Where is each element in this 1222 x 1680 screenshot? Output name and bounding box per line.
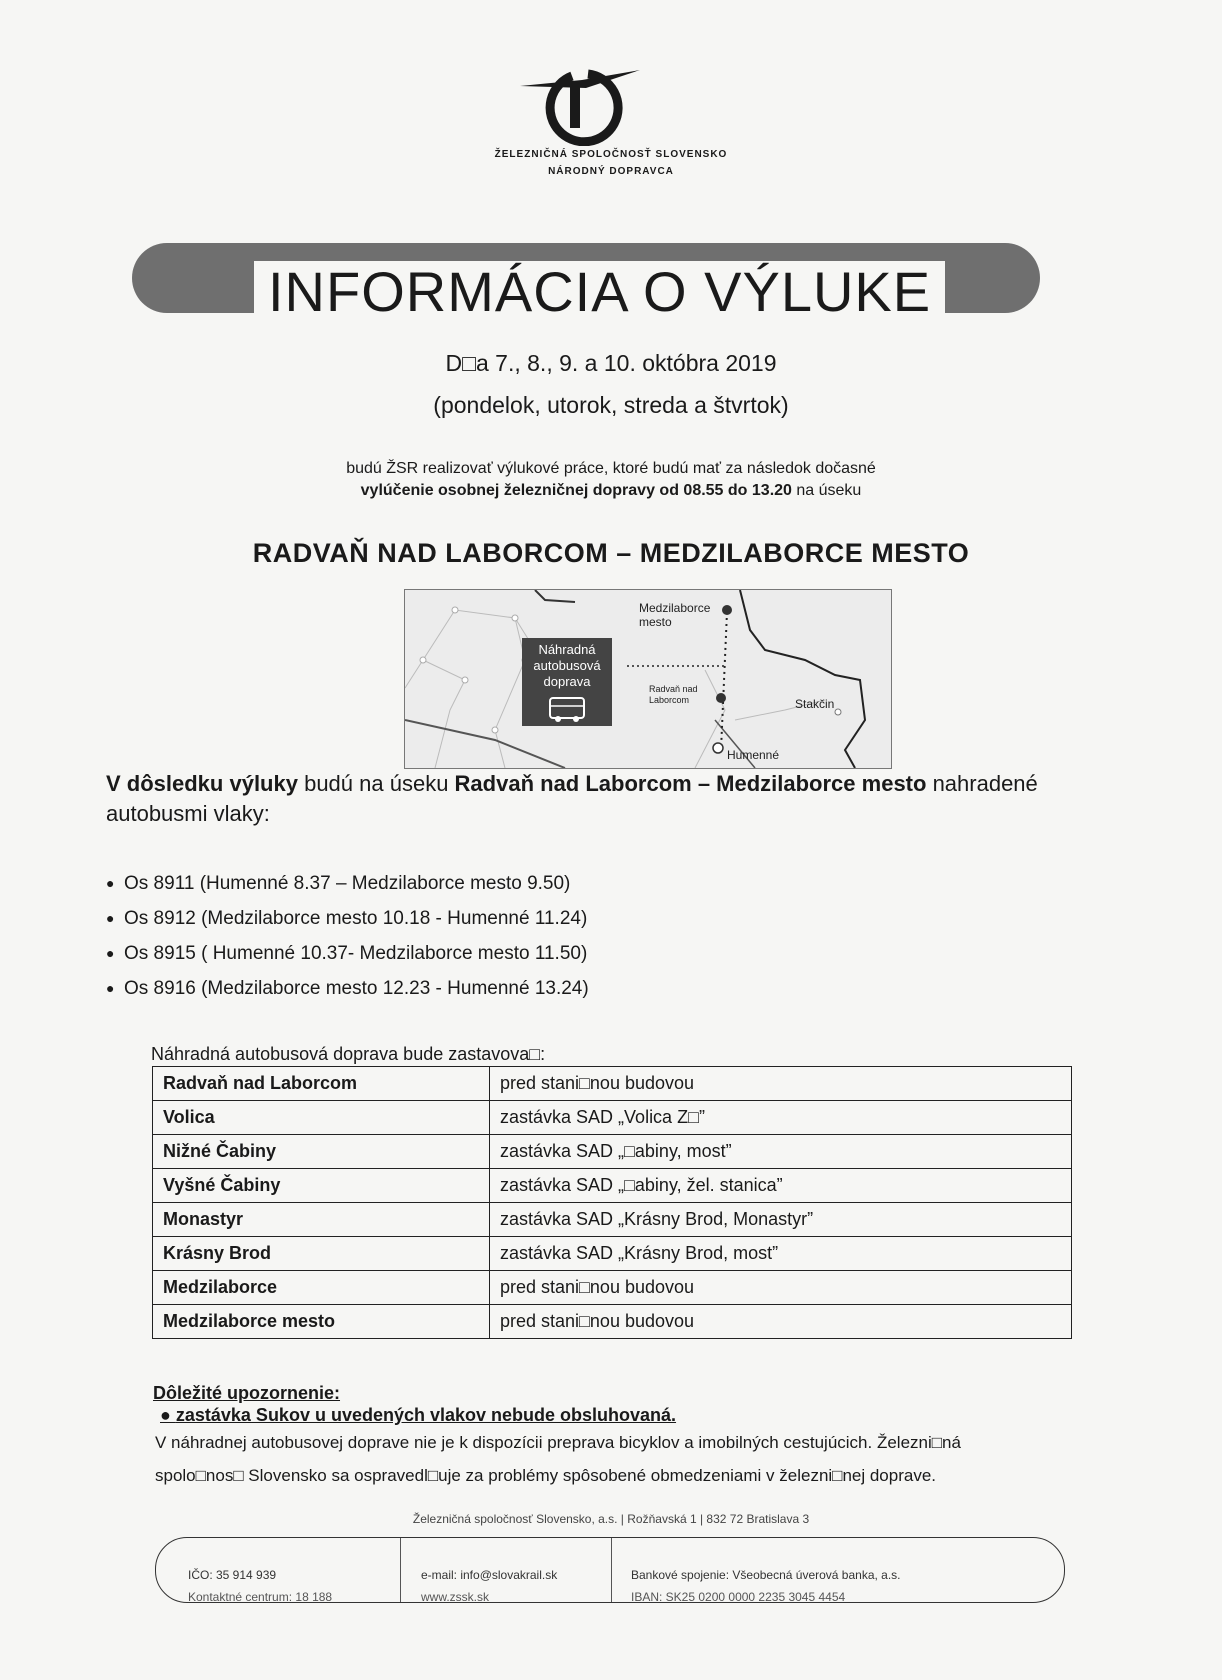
zssk-logo-icon <box>520 66 640 146</box>
footer-email: e-mail: info@slovakrail.sk <box>421 1568 558 1582</box>
consequence-text-2: budú na úseku <box>297 771 455 796</box>
stop-name: Medzilaborce mesto <box>153 1305 490 1339</box>
days-line: (pondelok, utorok, streda a štvrtok) <box>433 392 789 418</box>
stop-name: Radvaň nad Laborcom <box>153 1067 490 1101</box>
stop-location: zastávka SAD „Volica Z□” <box>490 1101 1072 1135</box>
consequence-text-5: autobusmi <box>106 801 208 826</box>
consequence-text-4: nahradené <box>926 771 1038 796</box>
exclusion-period: vylúčenie osobnej železničnej dopravy od 08.55 do 13.20 <box>360 482 792 499</box>
footer-col-contact <box>421 1538 601 1602</box>
stop-name: Monastyr <box>153 1203 490 1237</box>
stop-name: Vyšné Čabiny <box>153 1169 490 1203</box>
stop-name: Volica <box>153 1101 490 1135</box>
map-label-humenne: Humenné <box>727 748 780 762</box>
train-entry: Os 8916 (Medzilaborce mesto 12.23 - Humenné 13.24) <box>124 978 589 999</box>
banner-title: INFORMÁCIA O VÝLUKE <box>254 261 945 313</box>
stops-title: Náhradná autobusová doprava bude zastavova□: <box>151 1044 546 1064</box>
stop-name: Krásny Brod <box>153 1237 490 1271</box>
dates-line: D□a 7., 8., 9. a 10. októbra 2019 <box>445 350 777 376</box>
footer-iban: IBAN: SK25 0200 0000 2235 3045 4454 <box>631 1590 846 1603</box>
footer-col-ids <box>188 1538 388 1602</box>
table-row <box>153 1101 1072 1135</box>
bus-box-label-2: autobusová <box>533 658 601 673</box>
bullet-icon: ● <box>106 875 115 892</box>
consequence-text-6: vlaky: <box>207 801 270 826</box>
table-row <box>153 1135 1072 1169</box>
footer-divider <box>400 1538 401 1602</box>
train-entry: Os 8912 (Medzilaborce mesto 10.18 - Humenné 11.24) <box>124 908 588 929</box>
map-label-radvan-2: Laborcom <box>649 695 690 705</box>
list-item <box>106 971 589 1006</box>
notice-body <box>155 1426 1055 1492</box>
stop-location: pred stani□nou budovou <box>490 1271 1072 1305</box>
notice-bullet-text: zastávka Sukov u uvedených vlakov nebude obsluhovaná. <box>175 1405 677 1425</box>
map-label-stakcin: Stakčin <box>795 697 835 711</box>
list-item <box>106 901 589 936</box>
route-map-graphic <box>405 590 891 768</box>
notice-heading: Dôležité upozornenie: <box>153 1383 341 1403</box>
consequence-text <box>106 769 1126 829</box>
table-row <box>153 1203 1072 1237</box>
footer-col-bank <box>631 1538 1031 1602</box>
train-list <box>106 866 589 1006</box>
train-entry: Os 8911 (Humenné 8.37 – Medzilaborce mesto 9.50) <box>124 873 571 894</box>
list-item <box>106 936 589 971</box>
stop-name: Nižné Čabiny <box>153 1135 490 1169</box>
consequence-route: Radvaň nad Laborcom – Medzilaborce mesto <box>454 771 927 796</box>
footer-address: Železničná spoločnosť Slovensko, a.s. | Rožňavská 1 | 832 72 Bratislava 3 <box>412 1512 810 1526</box>
route-map <box>404 589 892 769</box>
map-label-medzilaborce-1: Medzilaborce <box>639 601 711 615</box>
table-row <box>153 1305 1072 1339</box>
footer-web: www.zssk.sk <box>421 1590 490 1603</box>
footer-bank: Bankové spojenie: Všeobecná úverová banka, a.s. <box>631 1568 901 1582</box>
route-title: RADVAŇ NAD LABORCOM – MEDZILABORCE MESTO <box>252 538 970 568</box>
title-banner <box>132 243 1040 313</box>
stop-location: pred stani□nou budovou <box>490 1067 1072 1101</box>
stop-name: Medzilaborce <box>153 1271 490 1305</box>
footer-ico: IČO: 35 914 939 <box>188 1568 277 1582</box>
bullet-icon: ● <box>106 945 115 962</box>
map-label-medzilaborce-2: mesto <box>639 615 672 629</box>
consequence-bold-1: V dôsledku výluky <box>106 771 298 796</box>
notice-bullet: ● zastávka Sukov u uvedených vlakov nebude obsluhovaná. <box>160 1405 677 1425</box>
footer-box <box>155 1537 1065 1603</box>
table-row <box>153 1067 1072 1101</box>
bus-box-label-1: Náhradná <box>538 642 596 657</box>
bus-box-label-3: doprava <box>543 674 591 689</box>
stop-location: zastávka SAD „□abiny, žel. stanica” <box>490 1169 1072 1203</box>
company-tagline: NÁRODNÝ DOPRAVCA <box>548 166 674 177</box>
bullet-icon: ● <box>106 910 115 927</box>
list-item <box>106 866 589 901</box>
table-row <box>153 1271 1072 1305</box>
footer-contact: Kontaktné centrum: 18 188 <box>188 1590 333 1603</box>
intro-line-2 <box>0 480 1222 502</box>
stop-location: zastávka SAD „Krásny Brod, most” <box>490 1237 1072 1271</box>
table-row <box>153 1169 1072 1203</box>
map-label-radvan-1: Radvaň nad <box>649 684 698 694</box>
intro-line-2-rest: na úseku <box>791 482 862 499</box>
company-name: ŽELEZNIČNÁ SPOLOČNOSŤ SLOVENSKO <box>494 149 728 160</box>
footer-divider <box>611 1538 612 1602</box>
stops-table <box>152 1066 1072 1339</box>
bullet-icon: ● <box>106 980 115 997</box>
stop-location: zastávka SAD „□abiny, most” <box>490 1135 1072 1169</box>
train-entry: Os 8915 ( Humenné 10.37- Medzilaborce mesto 11.50) <box>124 943 588 964</box>
intro-line-1: budú ŽSR realizovať výlukové práce, ktoré budú mať za následok dočasné <box>346 460 876 477</box>
stop-location: zastávka SAD „Krásny Brod, Monastyr” <box>490 1203 1072 1237</box>
notice-body-line-2: spolo□nos□ Slovensko sa ospravedl□uje za problémy spôsobené obmedzeniami v železni□nej doprave. <box>155 1466 937 1485</box>
table-row <box>153 1237 1072 1271</box>
notice-body-line-1: V náhradnej autobusovej doprave nie je k dispozícii preprava bicyklov a imobilných cestujúcich. Železni□ná <box>155 1433 961 1452</box>
stop-location: pred stani□nou budovou <box>490 1305 1072 1339</box>
